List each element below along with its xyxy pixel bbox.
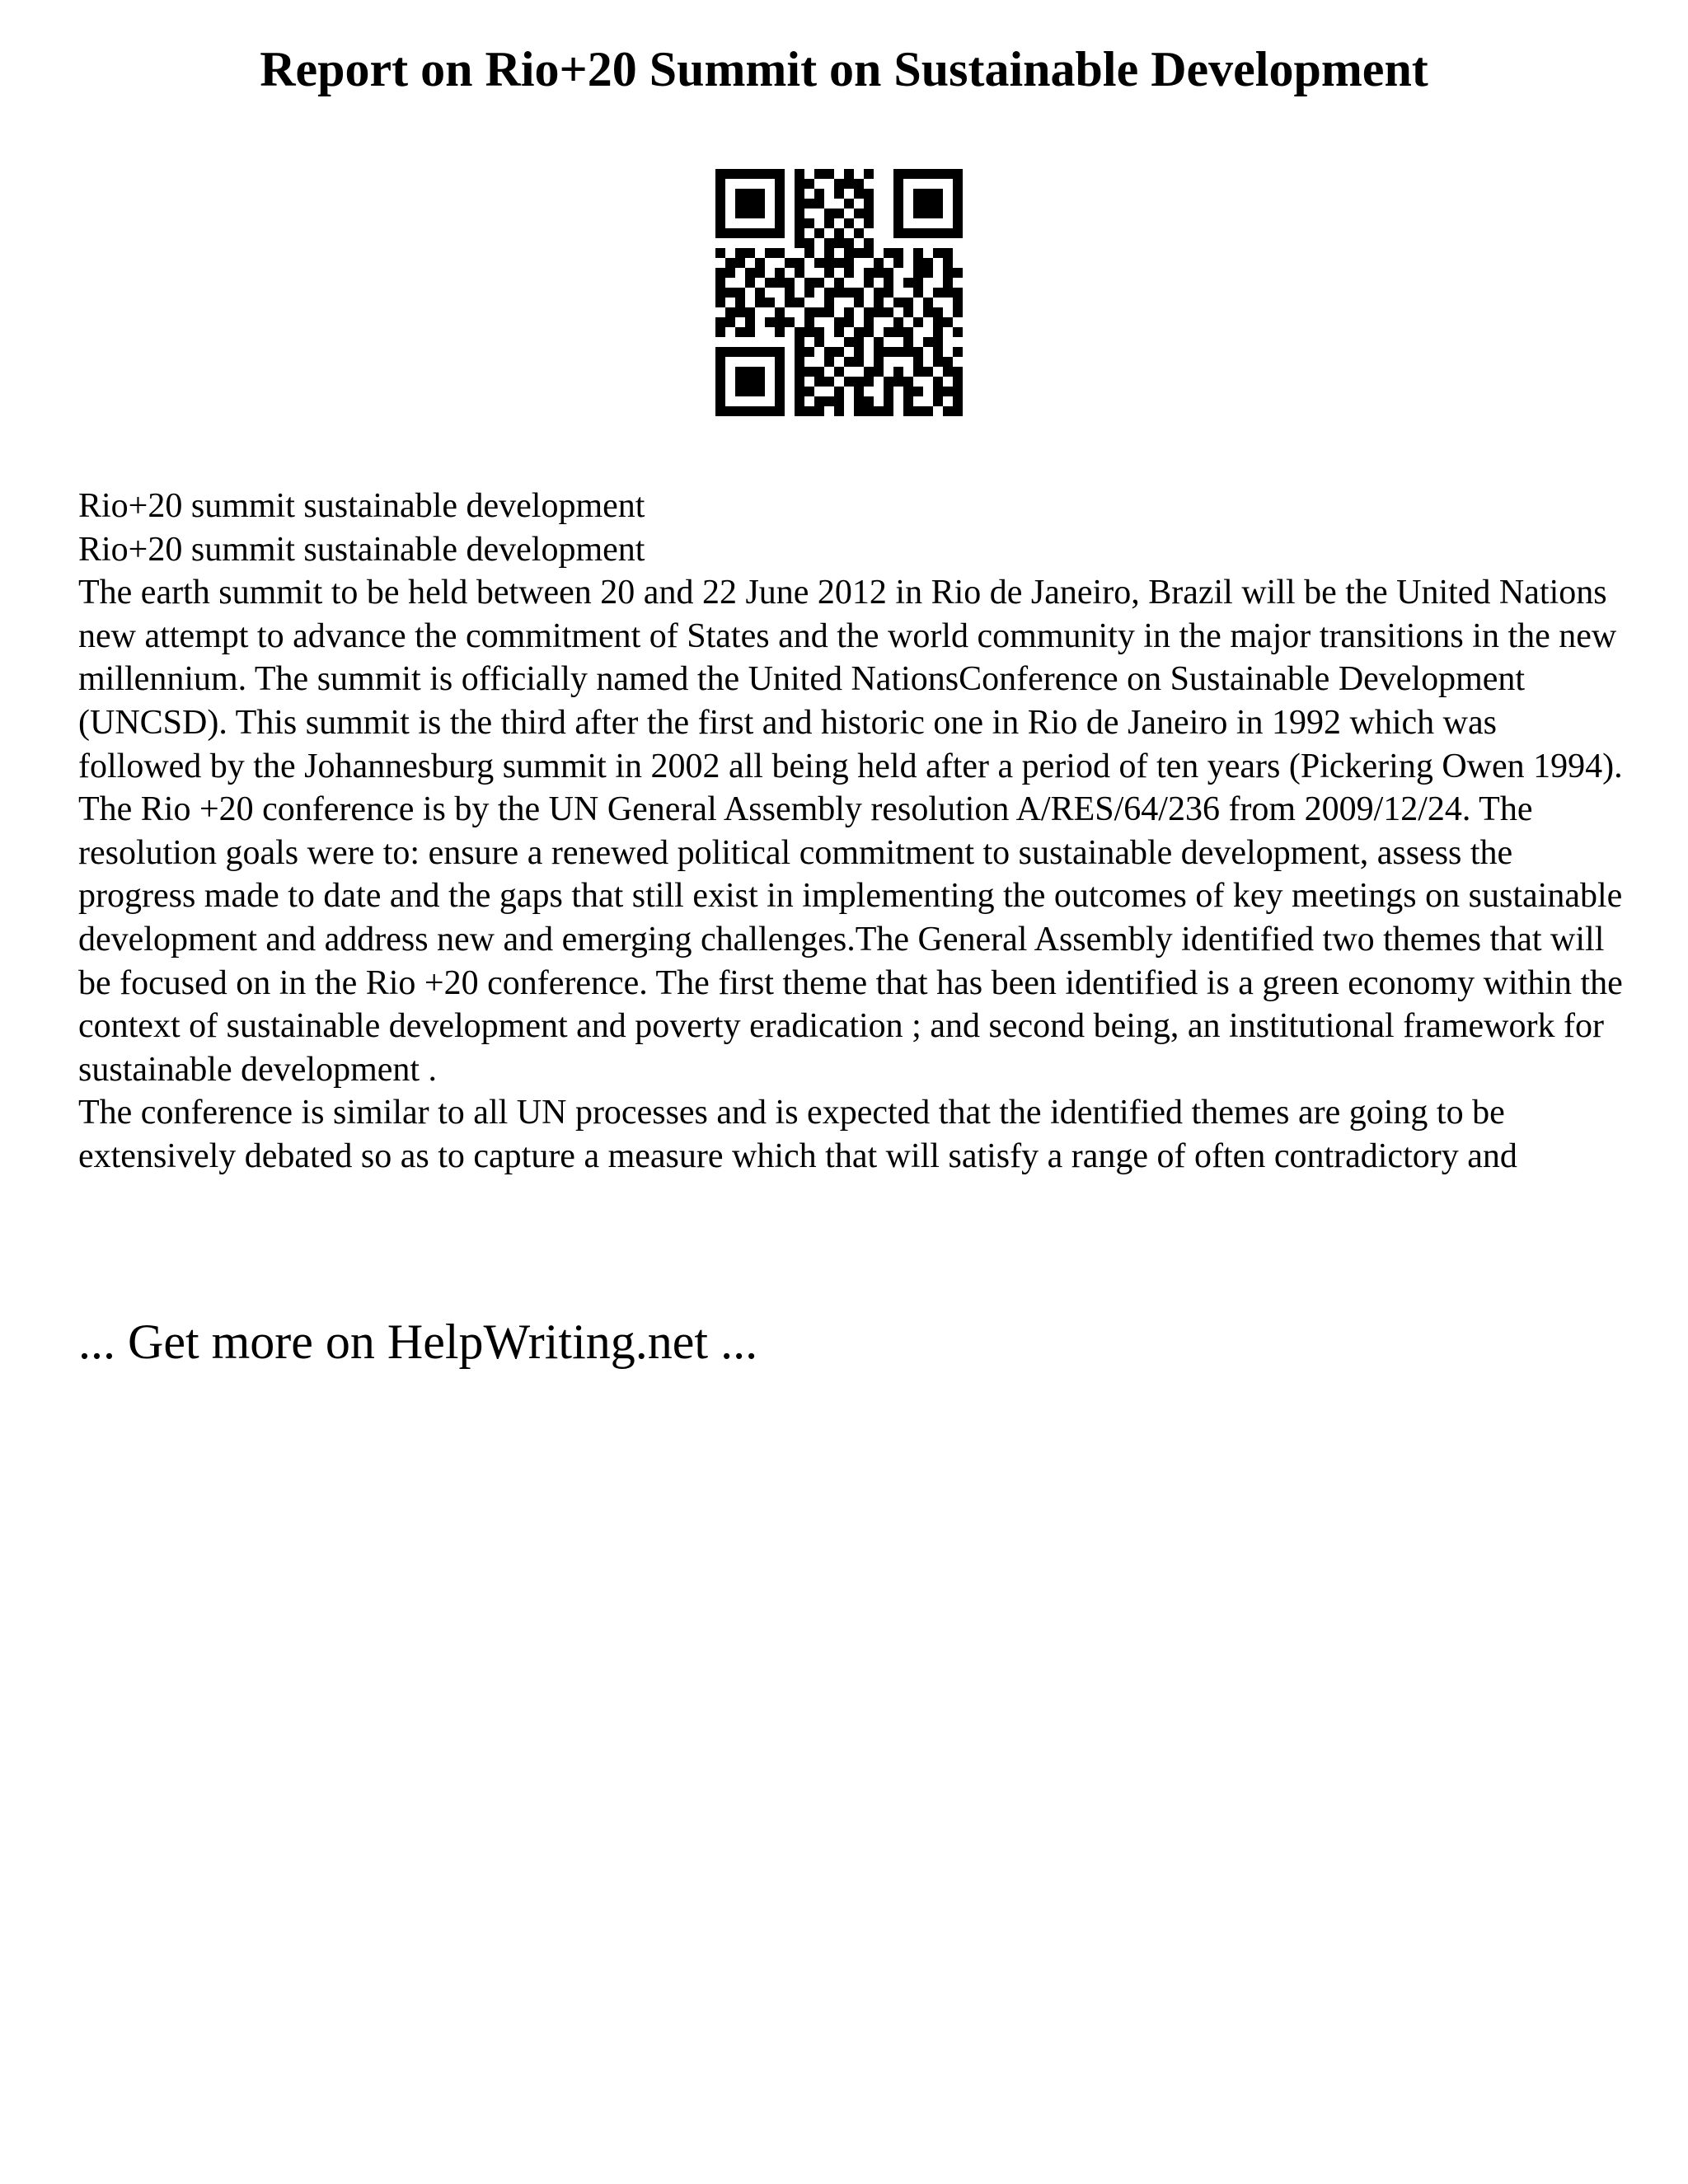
body-paragraph: The conference is similar to all UN processes and is expected that the identified themes are going to be extensively debated so as to capture a measure which that will satisfy a range of often contradictory and	[78, 1094, 1517, 1175]
document-body	[78, 485, 1628, 1179]
body-paragraph: The Rio +20 conference is by the UN General Assembly resolution A/RES/64/236 from 2009/12/24. The resolution goals were to: ensure a renewed political commitment to sustainable development, assess the progress made to date and the gaps that still exist in implementing the outcomes of key meetings on sustainable development and address new and emerging challenges.The General Assembly identified two themes that will be focused on in the Rio +20 conference. The first theme that has been identified is a green economy within the context of sustainable development and poverty eradication ; and second being, an institutional framework for sustainable development .	[78, 790, 1623, 1089]
subtitle-line: Rio+20 summit sustainable development	[78, 530, 645, 569]
body-paragraph: The earth summit to be held between 20 and 22 June 2012 in Rio de Janeiro, Brazil will be the United Nations new attempt to advance the commitment of States and the world community in the major transitions in the new millennium. The summit is officially named the United NationsConference on Sustainable Development (UNCSD). This summit is the third after the first and historic one in Rio de Janeiro in 1992 which was followed by the Johannesburg summit in 2002 all being held after a period of ten years (Pickering Owen 1994).	[78, 574, 1623, 785]
qr-code-icon	[715, 169, 963, 416]
subtitle-line: Rio+20 summit sustainable development	[78, 487, 645, 525]
document-title: Report on Rio+20 Summit on Sustainable Development	[260, 42, 1428, 96]
get-more-link[interactable]: ... Get more on HelpWriting.net ...	[78, 1315, 758, 1369]
